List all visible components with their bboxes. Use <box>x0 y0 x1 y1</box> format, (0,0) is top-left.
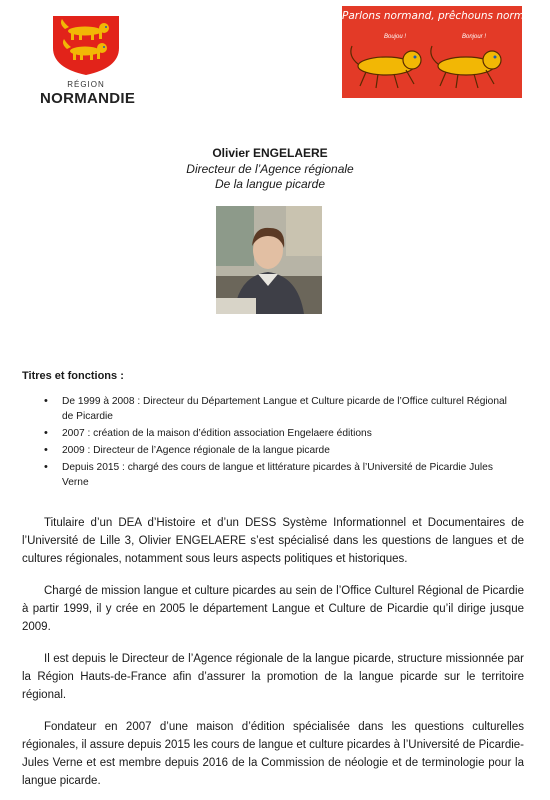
region-normandie-logo <box>40 14 136 107</box>
normandy-lions-shield-icon <box>49 14 123 76</box>
logo-region-name: NORMANDIE <box>40 90 136 107</box>
list-item: • Depuis 2015 : chargé des cours de langue et littérature picardes à l’Université de Picardie Jules Verne <box>44 460 514 490</box>
person-role-line1: Directeur de l’Agence régionale <box>186 162 354 176</box>
bio-paragraph: Il est depuis le Directeur de l’Agence régionale de la langue picarde, structure missionnée par la Région Hauts-de-France afin d’assurer la promotion de la langue picarde sur le territoire régional. <box>22 653 524 701</box>
logo-region-label: RÉGION <box>67 80 105 89</box>
banner-slogan: Parlons normand, prêchouns normaund <box>342 10 550 22</box>
portrait-photo <box>216 206 322 314</box>
list-item: • 2007 : création de la maison d’édition association Engelaere éditions <box>44 426 514 441</box>
person-name: Olivier ENGELAERE <box>212 146 328 160</box>
bio-paragraph: Titulaire d’un DEA d’Histoire et d’un DESS Système Informationnel et Documentaires de l’Université de Lille 3, Olivier ENGELAERE s’est spécialisé dans les questions de langues et de cultures régionales, notamment sous leurs aspects politiques et historiques. <box>22 517 524 565</box>
normand-language-banner <box>342 6 550 98</box>
person-role-line2: De la langue picarde <box>214 177 326 191</box>
list-item: • De 1999 à 2008 : Directeur du Département Langue et Culture picarde de l’Office culturel Régional de Picardie <box>44 394 514 424</box>
bio-paragraph: Fondateur en 2007 d’une maison d’édition spécialisée dans les questions culturelles régionales, il assure depuis 2015 les cours de langue et culture picardes à l’Université de Picardie-Jules Verne et est membre depuis 2016 de la Commission de néologie et de terminologie pour la langue picarde. <box>22 721 524 787</box>
portrait-illustration-icon <box>216 206 322 314</box>
banner-bubble-left: Boujou ! <box>384 34 407 40</box>
cartoon-lions-icon <box>342 42 522 98</box>
functions-title: Titres et fonctions : <box>22 370 124 382</box>
banner-bubble-right: Bonjour ! <box>462 34 487 40</box>
functions-list <box>44 394 514 492</box>
list-item: • 2009 : Directeur de l’Agence régionale de la langue picarde <box>44 443 514 458</box>
bio-paragraph: Chargé de mission langue et culture picardes au sein de l’Office Culturel Régional de Picardie à partir 1999, il y crée en 2005 le département Langue et Culture de Picardie qu’il dirige jusque 2009. <box>22 585 524 633</box>
